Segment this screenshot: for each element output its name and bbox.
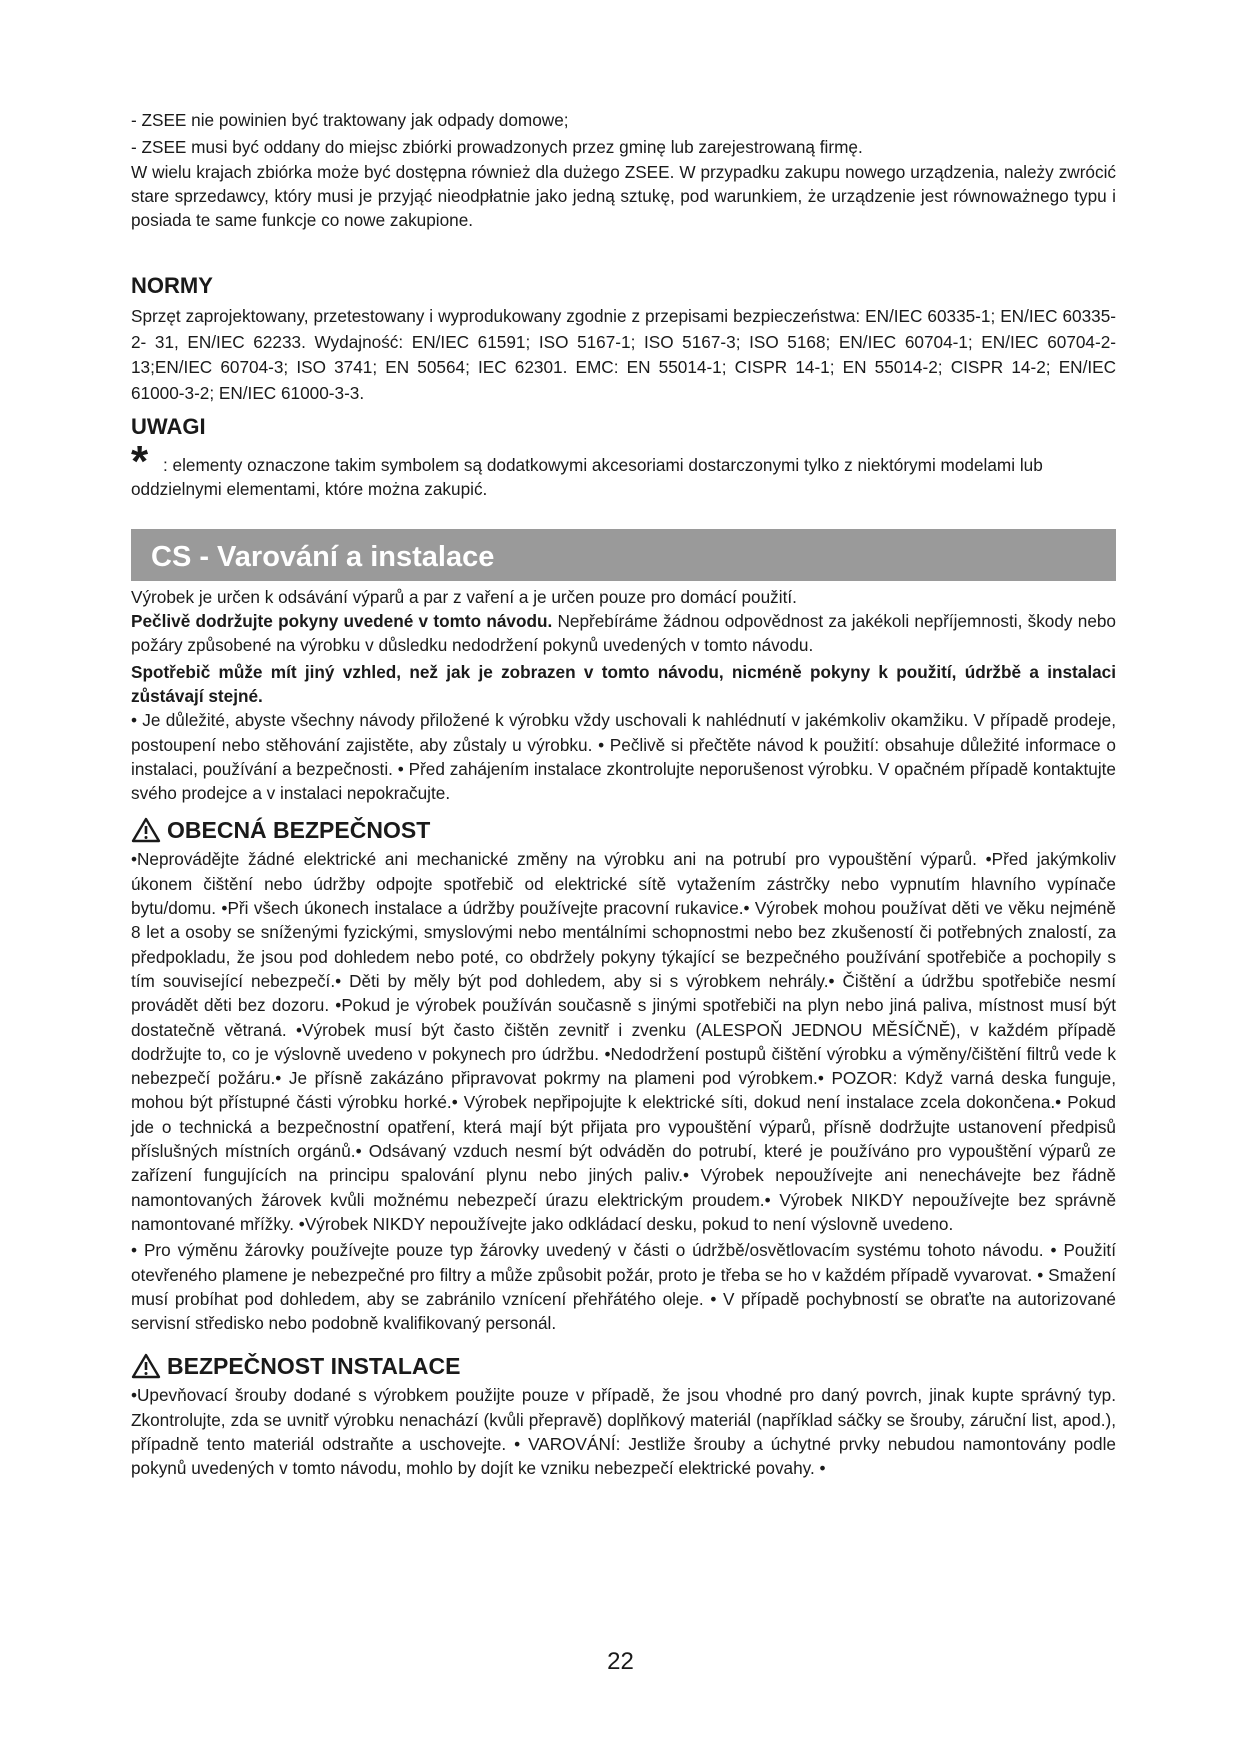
obecna-p1: •Neprovádějte žádné elektrické ani mechanické změny na výrobku ani na potrubí pro vypouštění výparů. •Před jakýmkoliv úkonem čištění nebo údržby odpojte spotřebič od elektrické sítě vytažením zástrčky nebo vypnutím hlavního vypínače bytu/domu. •Při všech úkonech instalace a údržby používejte pracovní rukavice.• Výrobek mohou používat děti ve věku nejméně 8 let a osoby se sníženými fyzickými, smyslovými nebo mentálními schopnostmi nebo bez zkušeností či potřebných znalostí, za předpokladu, že jsou pod dohledem nebo poté, co obdržely pokyny týkající se bezpečného používání spotřebiče a pochopily s tím související nebezpečí.• Děti by měly být pod dohledem, aby si s výrobkem nehrály.• Čištění a údržbu spotřebiče nesmí provádět děti bez dozoru. •Pokud je výrobek používán současně s jinými spotřebiči na plyn nebo jiná paliva, místnost musí být dostatečně větraná. •Výrobek musí být často čištěn zevnitř i zvenku (ALESPOŇ JEDNOU MĚSÍČNĚ), v každém případě dodržujte to, co je výslovně uvedeno v pokynech pro údržbu. •Nedodržení postupů čištění výrobku a výměny/čištění filtrů vede k nebezpečí požáru.• Je přísně zakázáno připravovat pokrmy na plameni pod výrobkem.• POZOR: Když varná deska funguje, mohou být přístupné části výrobku horké.• Výrobek nepřipojujte k elektrické síti, dokud není instalace zcela dokončena.• Pokud jde o technická a bezpečnostní opatření, která mají být přijata pro vypouštění výparů, přísně dodržujte ustanovení předpisů příslušných místních orgánů.• Odsávaný vzduch nesmí být odváděn do potrubí, které je používáno pro vypouštění výparů ze zařízení fungujících na principu spalování plynu nebo jiných paliv.• Výrobek nepoužívejte ani nenechávejte bez řádně namontovaných žárovek kvůli možnému nebezpečí úrazu elektrickým proudem.• Výrobek NIKDY nepoužívejte bez správně namontované mřížky. •Výrobek NIKDY nepoužívejte jako odkládací desku, pokud to není výslovně uvedeno. [131,849,1116,1234]
cs-p2 [131,609,1116,658]
obecna-title: OBECNÁ BEZPEČNOST [167,817,431,844]
cs-p4: • Je důležité, abyste všechny návody přiložené k výrobku vždy uschovali k nahlédnutí v jakémkoliv okamžiku. V případě prodeje, postoupení nebo stěhování zajistěte, aby zůstaly u výrobku. • Pečlivě si přečtěte návod k použití: obsahuje důležité informace o instalaci, používání a bezpečnosti. • Před zahájením instalace zkontrolujte neporušenost výrobku. V opačném případě kontaktujte svého prodejce a v instalaci nepokračujte. [131,710,1116,804]
pl-line-1: - ZSEE nie powinien być traktowany jak odpady domowe; [131,110,569,130]
section-banner-cs: CS - Varování a instalace [131,529,1116,581]
page-number: 22 [607,1648,634,1675]
uwagi-heading: UWAGI [131,414,206,440]
obecna-p2: • Pro výměnu žárovky používejte pouze typ žárovky uvedený v části o údržbě/osvětlovacím systému tohoto návodu. • Použití otevřeného plamene je nebezpečné pro filtry a může způsobit požár, proto je třeba se ho v každém případě vyvarovat. • Smažení musí probíhat pod dohledem, aby se zabránilo vznícení přehřátého oleje. • V případě pochybností se obraťte na autorizované servisní středisko nebo podobně kvalifikovaný personál. [131,1240,1116,1334]
cs-p3-bold: Spotřebič může mít jiný vzhled, než jak je zobrazen v tomto návodu, nicméně pokyny k použití, údržbě a instalaci zůstávají stejné. [131,661,1116,706]
uwagi-row [131,437,1116,487]
uwagi-line-1: : elementy oznaczone takim symbolem są dodatkowymi akcesoriami dostarczonymi tylko z niektórymi modelami lub [163,455,1043,476]
cs-p1: Výrobek je určen k odsávání výparů a par z vaření a je určen pouze pro domácí použití. [131,586,797,607]
cs-p3 [131,660,1116,709]
warning-triangle-icon [131,817,161,843]
pl-paragraph: W wielu krajach zbiórka może być dostępna również dla dużego ZSEE. W przypadku zakupu nowego urządzenia, należy zwrócić stare sprzedawcy, który musi je przyjąć nieodpłatnie jako jedną sztukę, pod warunkiem, że urządzenie jest równoważnego typu i posiada te same funkcje co nowe zakupione. [131,161,1116,231]
normy-heading: NORMY [131,273,213,299]
page-content [131,108,1116,1481]
instalace-heading [131,1351,1116,1381]
cs-p2-bold: Pečlivě dodržujte pokyny uvedené v tomto návodu. [131,611,553,632]
normy-text: Sprzęt zaprojektowany, przetestowany i wyprodukowany zgodnie z przepisami bezpieczeństwa: EN/IEC 60335-1; EN/IEC 60335-2- 31, EN/IEC 62233. Wydajność: EN/IEC 61591; ISO 5167-1; ISO 5167-3; ISO 5168; EN/IEC 60704-1; EN/IEC 60704-2-13;EN/IEC 60704-3; ISO 3741; EN 50564; IEC 62301. EMC: EN 55014-1; CISPR 14-1; EN 55014-2; CISPR 14-2; EN/IEC 61000-3-2; EN/IEC 61000-3-3. [131,306,1116,403]
pl-line-2: - ZSEE musi być oddany do miejsc zbiórki prowadzonych przez gminę lub zarejestrowaną firmę. [131,137,863,158]
warning-triangle-icon [131,1353,161,1379]
uwagi-line-2: oddzielnymi elementami, które można zakupić. [131,479,488,500]
asterisk-icon: * [131,437,149,487]
instalace-title: BEZPEČNOST INSTALACE [167,1353,461,1380]
cs-p2-rest: Nepřebíráme žádnou odpovědnost za jakékoli nepříjemnosti, škody nebo požáry způsobené na výrobku v důsledku nedodržení pokynů uvedených v tomto návodu. [131,611,1116,656]
instalace-p1: •Upevňovací šrouby dodané s výrobkem použijte pouze v případě, že jsou vhodné pro daný povrch, jinak kupte správný typ. Zkontrolujte, zda se uvnitř výrobku nenachází (kvůli přepravě) doplňkový materiál (například sáčky se šrouby, záruční list, apod.), případně tento materiál odstraňte a uschovejte. • VAROVÁNÍ: Jestliže šrouby a úchytné prvky nebudou namontovány podle pokynů uvedených v tomto návodu, mohlo by dojít ke vzniku nebezpečí elektrické povahy. • [131,1385,1116,1479]
obecna-heading [131,815,1116,845]
